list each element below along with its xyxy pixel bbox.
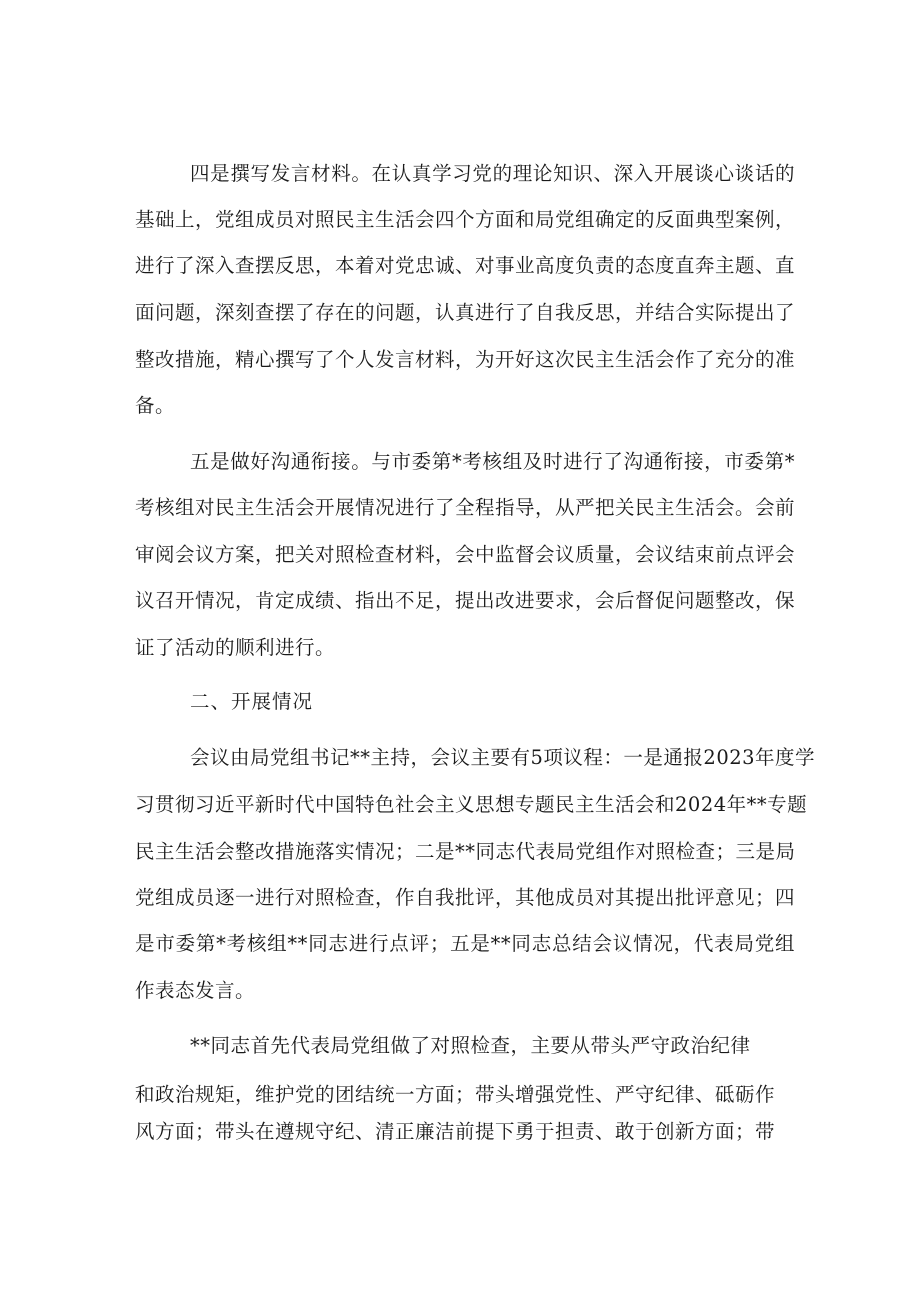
text-line: 民主生活会整改措施落实情况；二是**同志代表局党组作对照检查；三是局 — [135, 840, 796, 863]
text-line: 进行了深入查摆反思，本着对党忠诚、对事业高度负责的态度直奔主题、直 — [135, 254, 796, 277]
text-line: 作表态发言。 — [135, 979, 256, 1002]
text-line: 备。 — [135, 394, 176, 417]
text-line: 风方面；带头在遵规守纪、清正廉洁前提下勇于担责、敢于创新方面；带 — [135, 1120, 776, 1143]
text-line: 习贯彻习近平新时代中国特色社会主义思想专题民主生活会和2024年**专题 — [135, 793, 808, 816]
text-line: 党组成员逐一进行对照检查，作自我批评，其他成员对其提出批评意见；四 — [135, 886, 796, 909]
text-line: 会议由局党组书记**主持，会议主要有5项议程：一是通报2023年度学 — [190, 746, 816, 769]
text-line: 审阅会议方案，把关对照检查材料，会中监督会议质量，会议结束前点评会 — [135, 543, 796, 566]
text-line: 和政治规矩，维护党的团结统一方面；带头增强党性、严守纪律、砥砺作 — [135, 1083, 776, 1106]
text-line: 考核组对民主生活会开展情况进行了全程指导，从严把关民主生活会。会前 — [135, 496, 796, 519]
text-line: 议召开情况，肯定成绩、指出不足，提出改进要求，会后督促问题整改，保 — [135, 589, 796, 612]
text-line: 基础上，党组成员对照民主生活会四个方面和局党组确定的反面典型案例， — [135, 208, 796, 231]
text-line: 面问题，深刻查摆了存在的问题，认真进行了自我反思，并结合实际提出了 — [135, 301, 796, 324]
text-line: 证了活动的顺利进行。 — [135, 636, 336, 659]
text-line: 四是撰写发言材料。在认真学习党的理论知识、深入开展谈心谈话的 — [190, 162, 795, 185]
section-heading: 二、开展情况 — [190, 690, 314, 713]
text-line: 是市委第*考核组**同志进行点评；五是**同志总结会议情况，代表局党组 — [135, 932, 795, 955]
text-line: 整改措施，精心撰写了个人发言材料，为开好这次民主生活会作了充分的准 — [135, 348, 796, 371]
text-line: **同志首先代表局党组做了对照检查，主要从带头严守政治纪律 — [190, 1034, 751, 1057]
text-line: 五是做好沟通衔接。与市委第*考核组及时进行了沟通衔接，市委第* — [190, 450, 795, 473]
